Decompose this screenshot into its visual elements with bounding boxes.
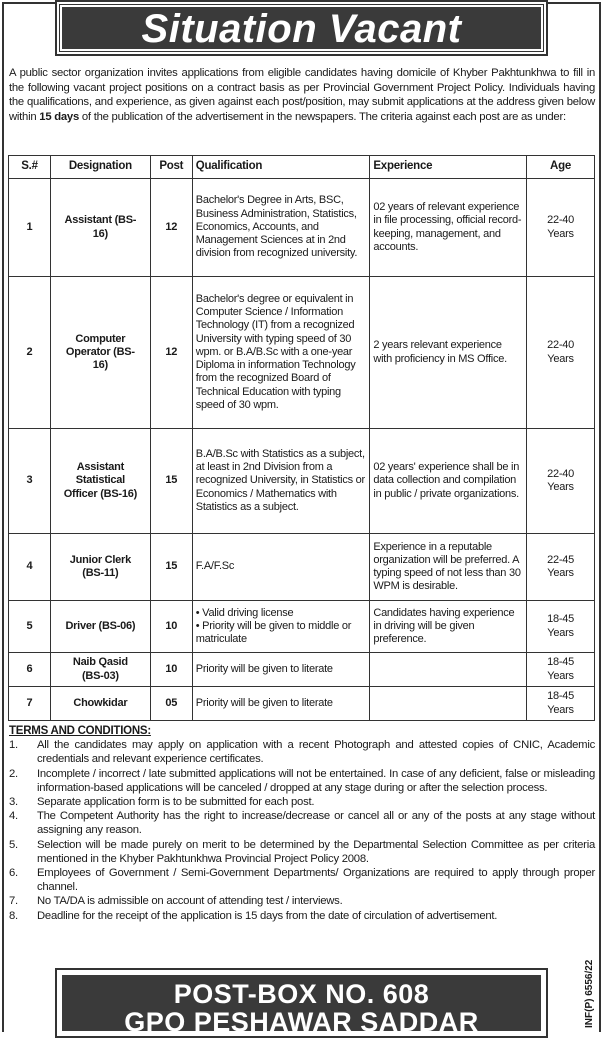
cell-designation: Chowkidar (50, 687, 150, 721)
terms-item (9, 838, 595, 866)
header-experience: Experience (370, 156, 527, 179)
cell-sn: 6 (9, 653, 51, 687)
post-box-address: POST-BOX NO. 608 (173, 979, 430, 1009)
terms-item-text: Deadline for the receipt of the application is 15 days from the date of circulation of advertisement. (37, 909, 498, 922)
table-row (9, 179, 595, 277)
cell-post: 12 (150, 277, 192, 429)
cell-post: 10 (150, 653, 192, 687)
terms-item-number: 3. (9, 796, 18, 809)
table-row (9, 601, 595, 653)
terms-item (9, 795, 595, 809)
cell-age: 22-45 Years (527, 534, 595, 601)
cell-sn: 3 (9, 429, 51, 534)
table-row (9, 653, 595, 687)
terms-item (9, 738, 595, 766)
cell-qualification: Bachelor's Degree in Arts, BSC, Business Administration, Statistics, Economics, Accounts, and Management Sciences at in 2nd division from recognized university. (192, 179, 370, 277)
terms-item (9, 809, 595, 837)
terms-item-number: 7. (9, 895, 18, 908)
cell-qualification: • Valid driving license • Priority will be given to middle or matriculate (192, 601, 370, 653)
cell-designation: Naib Qasid (BS-03) (50, 653, 150, 687)
ad-reference-number: INF(P) 6556/22 (584, 959, 595, 1028)
vacancy-table (8, 155, 595, 721)
cell-qualification: Bachelor's degree or equivalent in Computer Science / Information Technology (IT) from a recognized University with typing speed of 30 wpm. or B.A/B.Sc with a one-year Diploma in information Technology from the recognized Board of Technical Education with typing speed of 30 wpm. (192, 277, 370, 429)
terms-item-number: 2. (9, 767, 18, 780)
terms-item-number: 1. (9, 739, 18, 752)
cell-experience: 02 years' experience shall be in data collection and compilation in public / private organizations. (370, 429, 527, 534)
table-row (9, 277, 595, 429)
cell-age: 18-45 Years (527, 601, 595, 653)
table-header (9, 156, 595, 179)
terms-item-text: The Competent Authority has the right to increase/decrease or cancel all or any of the posts at any stage without assigning any reason. (37, 810, 595, 837)
terms-item-text: Incomplete / incorrect / late submitted applications will not be entertained. In case of any deficient, false or misleading information-based applications will be canceled / dropped at any stage during or after the selection process. (37, 767, 595, 794)
cell-sn: 1 (9, 179, 51, 277)
cell-qualification: Priority will be given to literate (192, 653, 370, 687)
cell-qualification: Priority will be given to literate (192, 687, 370, 721)
cell-sn: 2 (9, 277, 51, 429)
cell-qualification: B.A/B.Sc with Statistics as a subject, at least in 2nd Division from a recognized University, in Statistics or Economics / Mathematics with Statistics as a subject. (192, 429, 370, 534)
terms-item (9, 894, 595, 908)
cell-post: 12 (150, 179, 192, 277)
cell-sn: 7 (9, 687, 51, 721)
terms-item (9, 866, 595, 894)
terms-section (9, 724, 595, 923)
intro-paragraph (9, 66, 595, 124)
cell-experience: Candidates having experience in driving will be given preference. (370, 601, 527, 653)
cell-post: 10 (150, 601, 192, 653)
cell-designation: Driver (BS-06) (50, 601, 150, 653)
terms-item-text: All the candidates may apply on application with a recent Photograph and attested copies of CNIC, Academic credentials and relevant experience certificates. (37, 739, 595, 766)
table-row (9, 429, 595, 534)
cell-qualification: F.A/F.Sc (192, 534, 370, 601)
terms-item-number: 4. (9, 810, 18, 823)
terms-item-text: Separate application form is to be submitted for each post. (37, 796, 315, 809)
terms-item-text: Selection will be made purely on merit to be determined by the Departmental Selection Committee as per criteria mentioned in the Khyber Pakhtunkhwa Provincial Project Policy 2008. (37, 838, 595, 865)
cell-experience (370, 687, 527, 721)
cell-sn: 4 (9, 534, 51, 601)
intro-text: A public sector organization invites applications from eligible candidates having domicile of Khyber Pakhtunkhwa to fill in the following vacant project positions on a contract basis as per Provincial Government Project Policy. Individuals having the qualifications, and experience, as given against each post/position, may submit applications at the address given below within (9, 67, 595, 123)
cell-age: 22-40 Years (527, 277, 595, 429)
cell-age: 18-45 Years (527, 653, 595, 687)
cell-post: 15 (150, 534, 192, 601)
gpo-address: GPO PESHAWAR SADDAR (124, 1007, 479, 1037)
header-age: Age (527, 156, 595, 179)
cell-post: 15 (150, 429, 192, 534)
cell-designation: Assistant (BS-16) (50, 179, 150, 277)
table-row (9, 687, 595, 721)
header-post: Post (150, 156, 192, 179)
cell-sn: 5 (9, 601, 51, 653)
page-title: Situation Vacant (60, 5, 543, 51)
table-row (9, 534, 595, 601)
cell-age: 22-40 Years (527, 179, 595, 277)
cell-age: 18-45 Years (527, 687, 595, 721)
cell-post: 05 (150, 687, 192, 721)
terms-item (9, 767, 595, 795)
address-box (55, 968, 548, 1038)
terms-item-number: 6. (9, 867, 18, 880)
terms-item-number: 8. (9, 909, 18, 922)
cell-experience: Experience in a reputable organization will be preferred. A typing speed of not less than 30 WPM is desirable. (370, 534, 527, 601)
terms-item (9, 909, 595, 923)
cell-designation: Computer Operator (BS-16) (50, 277, 150, 429)
cell-experience: 2 years relevant experience with proficiency in MS Office. (370, 277, 527, 429)
terms-item-number: 5. (9, 838, 18, 851)
terms-heading: TERMS AND CONDITIONS: (9, 725, 151, 737)
cell-designation: Assistant Statistical Officer (BS-16) (50, 429, 150, 534)
cell-experience: 02 years of relevant experience in file processing, official record-keeping, management, and accounts. (370, 179, 527, 277)
intro-text-end: of the publication of the advertisement in the newspapers. The criteria against each post are as under: (79, 110, 566, 123)
header-qualification: Qualification (192, 156, 370, 179)
title-box (55, 0, 548, 56)
cell-designation: Junior Clerk (BS-11) (50, 534, 150, 601)
cell-age: 22-40 Years (527, 429, 595, 534)
cell-experience (370, 653, 527, 687)
terms-item-text: No TA/DA is admissible on account of attending test / interviews. (37, 895, 343, 908)
header-sn: S.# (9, 156, 51, 179)
terms-list (9, 738, 595, 923)
terms-item-text: Employees of Government / Semi-Government Departments/ Organizations are required to apply through proper channel. (37, 867, 595, 894)
deadline-days: 15 days (39, 110, 79, 123)
header-designation: Designation (50, 156, 150, 179)
